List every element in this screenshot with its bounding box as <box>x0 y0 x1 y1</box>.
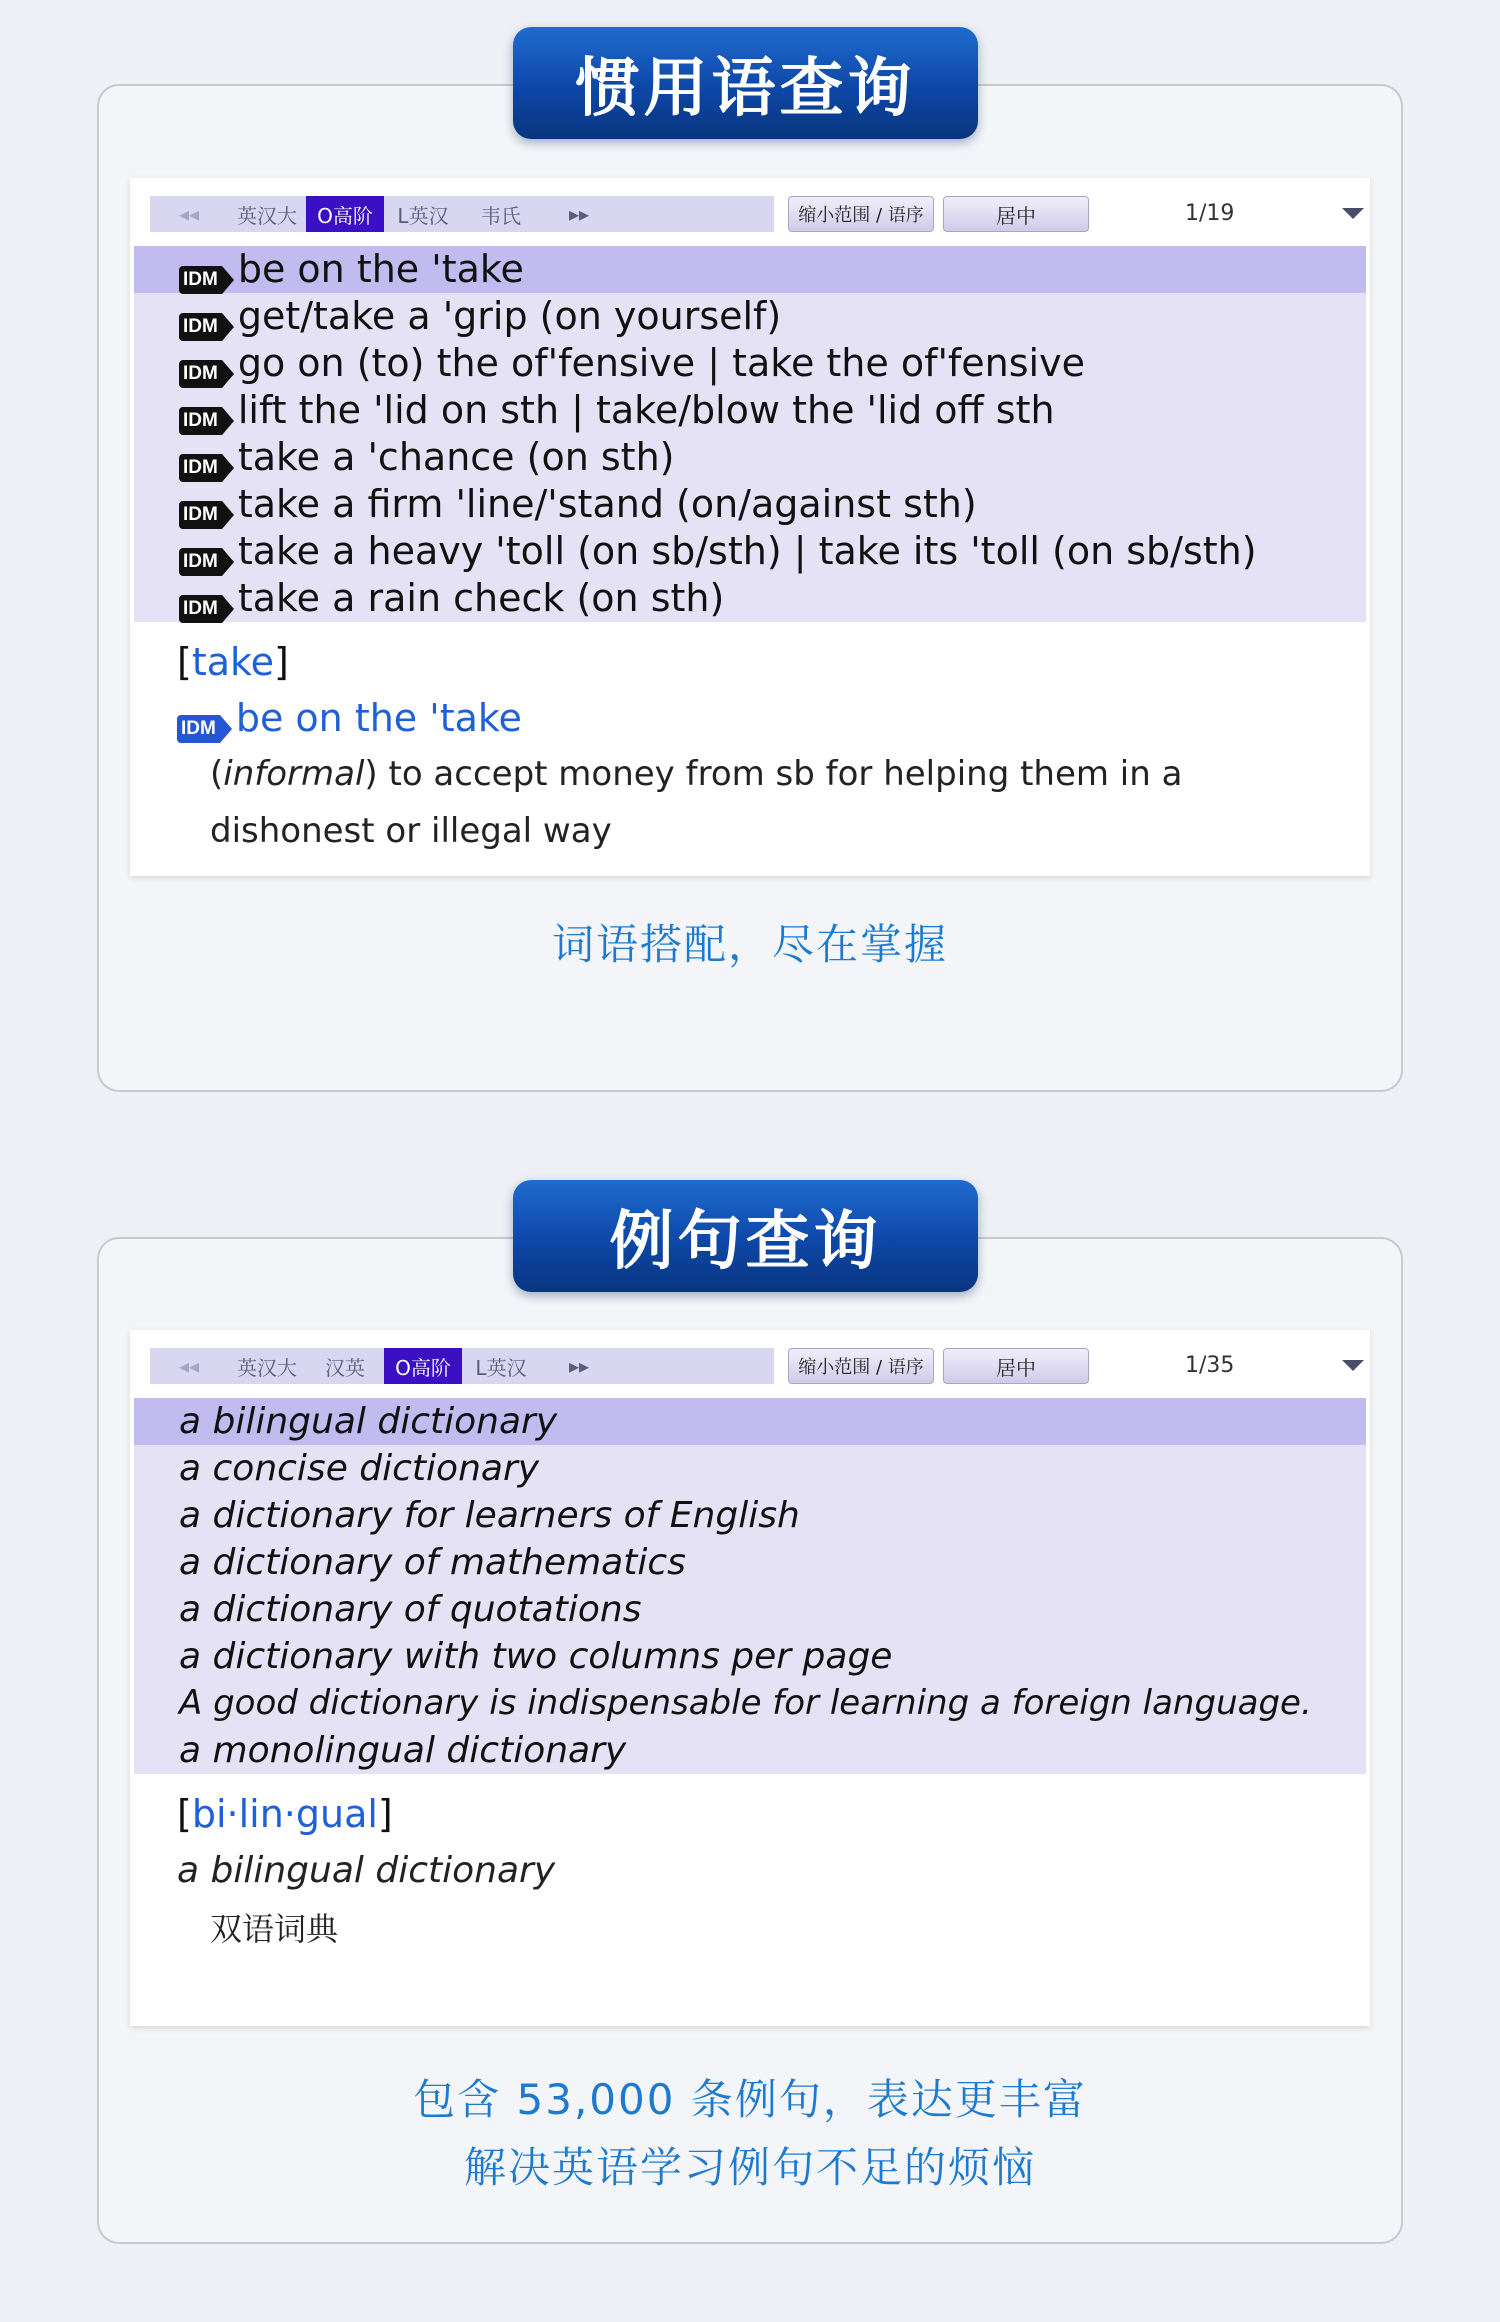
list-item[interactable]: IDM take a 'chance (on sth) <box>134 434 1366 481</box>
idm-badge-icon: IDM <box>179 454 234 482</box>
list-item[interactable]: a dictionary of quotations <box>179 1589 642 1630</box>
example-translation: 双语词典 <box>210 1910 339 1948</box>
chevron-down-icon[interactable] <box>1342 1360 1364 1371</box>
list-item[interactable]: a dictionary of mathematics <box>179 1542 686 1583</box>
center-button[interactable]: 居中 <box>943 196 1089 232</box>
tab-oxford-advanced[interactable]: O高阶 <box>384 1348 462 1384</box>
idiom-search-banner: 惯用语查询 <box>513 27 978 139</box>
tab-longman[interactable]: L英汉 <box>397 203 449 228</box>
idiom-caption: 词语搭配，尽在掌握 <box>551 920 948 969</box>
definition-continued: dishonest or illegal way <box>210 811 612 851</box>
list-item[interactable]: IDM take a heavy 'toll (on sb/sth) | take its 'toll (on sb/sth) <box>134 528 1366 575</box>
page-counter: 1/19 <box>1185 201 1235 226</box>
list-item[interactable]: a monolingual dictionary <box>179 1730 627 1771</box>
idiom-entry: IDM be on the 'take <box>177 690 1357 746</box>
list-item[interactable]: IDM get/take a 'grip (on yourself) <box>134 293 1366 340</box>
dictionary-toolbar <box>150 196 1350 232</box>
list-item[interactable]: IDM lift the 'lid on sth | take/blow the 'lid off sth <box>134 387 1366 434</box>
example-sentence: a bilingual dictionary <box>177 1850 556 1891</box>
entry-detail <box>177 634 1357 860</box>
tab-oxford-advanced[interactable]: O高阶 <box>306 196 384 232</box>
list-item[interactable]: IDM go on (to) the of'fensive | take the of'fensive <box>134 340 1366 387</box>
idm-badge-icon: IDM <box>179 501 234 529</box>
list-item[interactable]: A good dictionary is indispensable for learning a foreign language. <box>179 1683 1312 1723</box>
tab-next-icon[interactable]: ▸▸ <box>568 202 590 226</box>
headword: [take] <box>177 640 289 684</box>
tab-prev-icon[interactable]: ◂◂ <box>178 1354 200 1378</box>
tab-prev-icon[interactable]: ◂◂ <box>178 202 200 226</box>
list-item[interactable]: a dictionary for learners of English <box>179 1495 800 1536</box>
center-button[interactable]: 居中 <box>943 1348 1089 1384</box>
idiom-result-list <box>134 246 1366 622</box>
tab-hanying[interactable]: 汉英 <box>325 1355 365 1380</box>
idm-badge-icon: IDM <box>179 407 234 435</box>
example-caption-line1: 包含 53,000 条例句，表达更丰富 <box>413 2075 1087 2124</box>
list-item[interactable]: IDM take a firm 'line/'stand (on/against sth) <box>134 481 1366 528</box>
list-item[interactable]: a concise dictionary <box>179 1448 540 1489</box>
page-counter: 1/35 <box>1185 1353 1235 1378</box>
tab-longman[interactable]: L英汉 <box>475 1355 527 1380</box>
dictionary-toolbar <box>150 1348 1350 1384</box>
dictionary-tabs <box>150 196 774 232</box>
tab-yinghan-da[interactable]: 英汉大 <box>237 1355 297 1380</box>
definition: (informal) to accept money from sb for helping them in a <box>210 754 1183 794</box>
narrow-scope-button[interactable]: 缩小范围 / 语序 <box>788 1348 934 1384</box>
example-result-list <box>134 1398 1366 1774</box>
chevron-down-icon[interactable] <box>1342 208 1364 219</box>
idiom-search-screenshot <box>130 178 1370 876</box>
idm-badge-icon: IDM <box>177 715 232 743</box>
dictionary-tabs <box>150 1348 774 1384</box>
tab-webster[interactable]: 韦氏 <box>481 203 521 228</box>
idm-badge-icon: IDM <box>179 266 234 294</box>
list-item[interactable]: IDM take a rain check (on sth) <box>134 575 1366 622</box>
example-search-screenshot <box>130 1330 1370 2026</box>
entry-detail <box>177 1786 1357 1958</box>
example-search-banner: 例句查询 <box>513 1180 978 1292</box>
idm-badge-icon: IDM <box>179 360 234 388</box>
list-item[interactable]: a bilingual dictionary <box>134 1398 1366 1445</box>
idm-badge-icon: IDM <box>179 313 234 341</box>
list-item[interactable]: a dictionary with two columns per page <box>179 1636 893 1677</box>
tab-yinghan-da[interactable]: 英汉大 <box>237 203 297 228</box>
headword: [bi·lin·gual] <box>177 1792 393 1836</box>
idm-badge-icon: IDM <box>179 595 234 623</box>
idm-badge-icon: IDM <box>179 548 234 576</box>
tab-next-icon[interactable]: ▸▸ <box>568 1354 590 1378</box>
list-item[interactable]: IDM be on the 'take <box>134 246 1366 293</box>
example-caption-line2: 解决英语学习例句不足的烦恼 <box>463 2143 1036 2192</box>
narrow-scope-button[interactable]: 缩小范围 / 语序 <box>788 196 934 232</box>
